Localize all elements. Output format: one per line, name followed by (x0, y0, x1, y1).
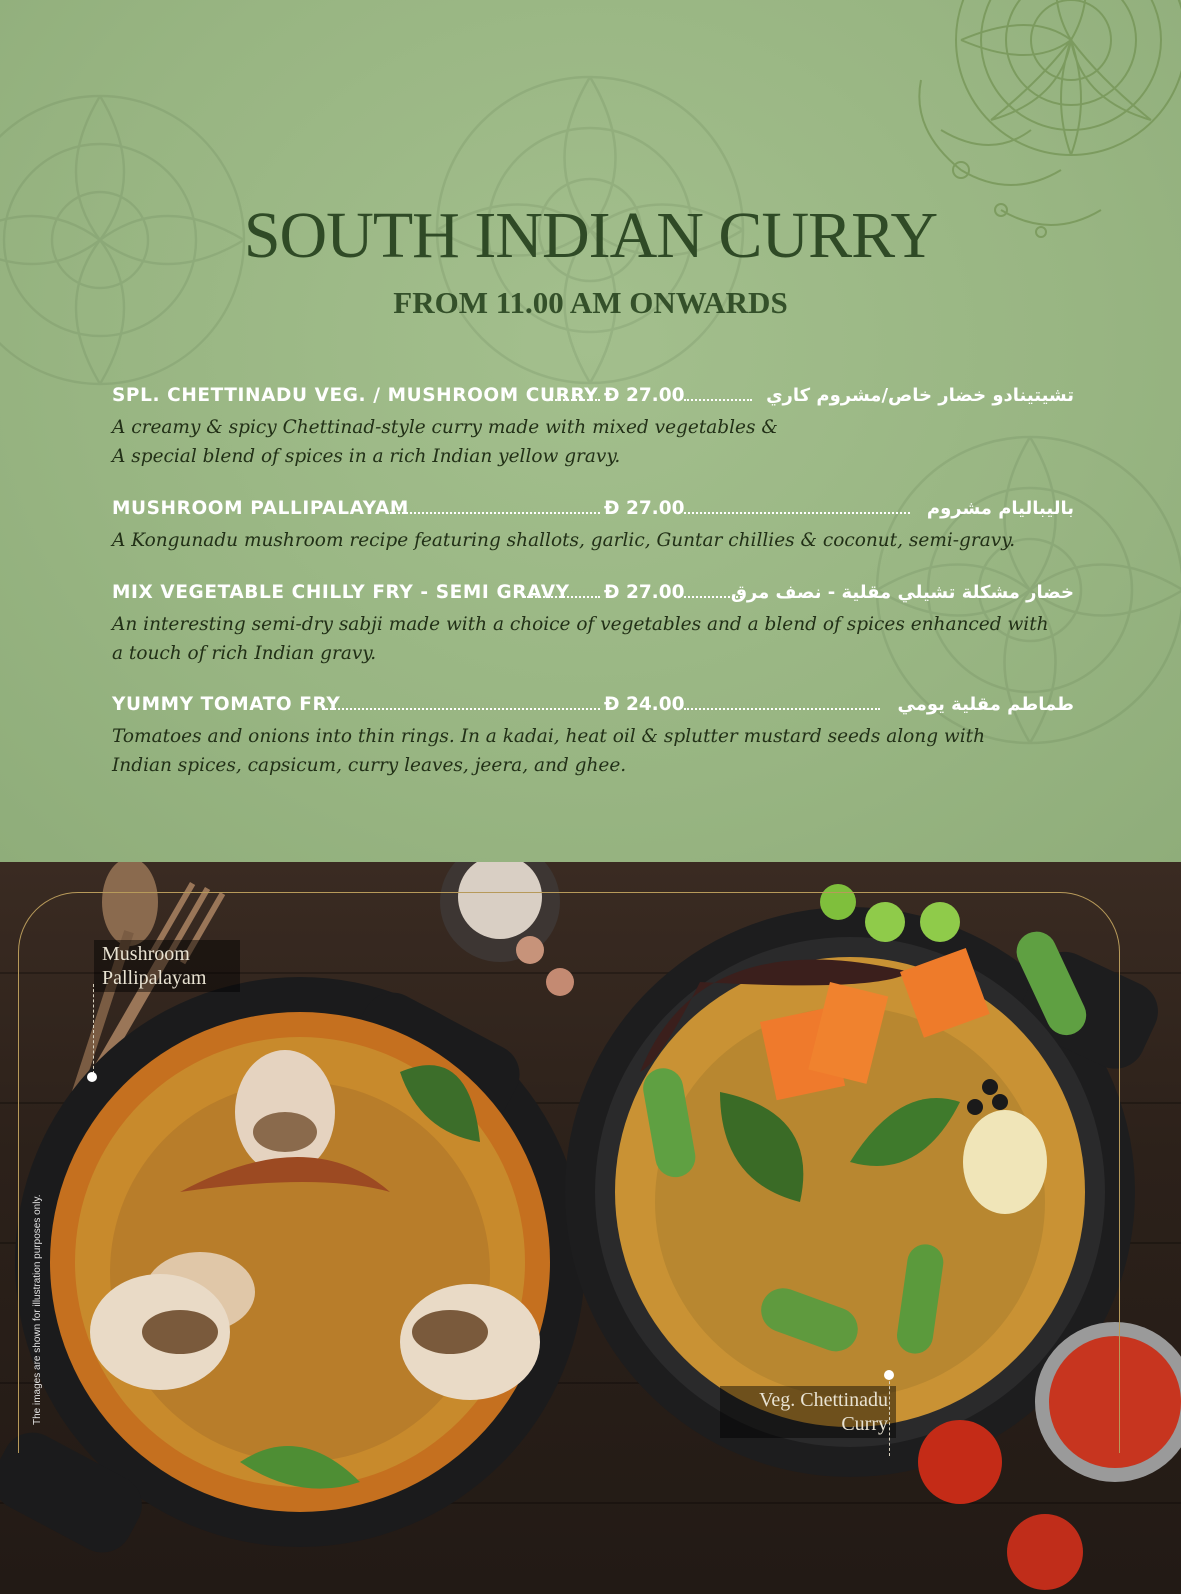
item-description: A creamy & spicy Chettinad-style curry made with mixed vegetables & A special blend of spices in a rich Indian yellow gravy. (112, 417, 778, 467)
item-price: Ð 27.00 (604, 582, 685, 603)
item-name: SPL. CHETTINADU VEG. / MUSHROOM CURRY (112, 385, 599, 406)
leader-dots (684, 512, 910, 514)
menu-item (112, 694, 1074, 780)
label-pointer-dot (87, 1072, 97, 1082)
page-title: SOUTH INDIAN CURRY (243, 199, 938, 272)
dish-label-mushroom-pallipalayam: Mushroom Pallipalayam (94, 940, 240, 992)
leader-dots (322, 708, 600, 710)
menu-item (112, 498, 1074, 555)
dish-label-veg-chettinadu-curry: Veg. Chettinadu Curry (720, 1386, 896, 1438)
item-description: Tomatoes and onions into thin rings. In a kadai, heat oil & splutter mustard seeds along with Indian spices, capsicum, curry leaves, jeera, and ghee. (112, 726, 986, 776)
item-description: A Kongunadu mushroom recipe featuring shallots, garlic, Guntar chillies & coconut, semi-gravy. (112, 530, 1016, 551)
item-price: Ð 27.00 (604, 498, 685, 519)
page-subtitle: FROM 11.00 AM ONWARDS (393, 285, 788, 320)
label-pointer-dot (884, 1370, 894, 1380)
item-price: Ð 24.00 (604, 694, 685, 715)
menu-item (112, 582, 1074, 668)
leader-dots (548, 399, 600, 401)
item-name: MUSHROOM PALLIPALAYAM (112, 498, 409, 519)
item-price: Ð 27.00 (604, 385, 685, 406)
leader-dots (390, 512, 600, 514)
item-arabic-name: خضار مشكلة تشيلي مقلية - نصف مرق (730, 582, 1074, 603)
item-arabic-name: باليباليام مشروم (926, 498, 1074, 519)
disclaimer-text: The images are shown for illustration purposes only. (32, 1194, 43, 1425)
leader-dots (684, 708, 880, 710)
item-arabic-name: طماطم مقلية يومي (897, 694, 1074, 715)
leader-dots (684, 399, 752, 401)
item-name: YUMMY TOMATO FRY (112, 694, 341, 715)
item-name: MIX VEGETABLE CHILLY FRY - SEMI GRAVY (112, 582, 570, 603)
item-arabic-name: تشيتينادو خضار خاص/مشروم كاري (766, 385, 1074, 406)
leader-dots (524, 596, 600, 598)
item-description: An interesting semi-dry sabji made with a choice of vegetables and a blend of spices enhanced with a touch of rich Indian gravy. (112, 614, 1049, 664)
food-photo (0, 862, 1181, 1594)
menu-item (112, 385, 1074, 471)
